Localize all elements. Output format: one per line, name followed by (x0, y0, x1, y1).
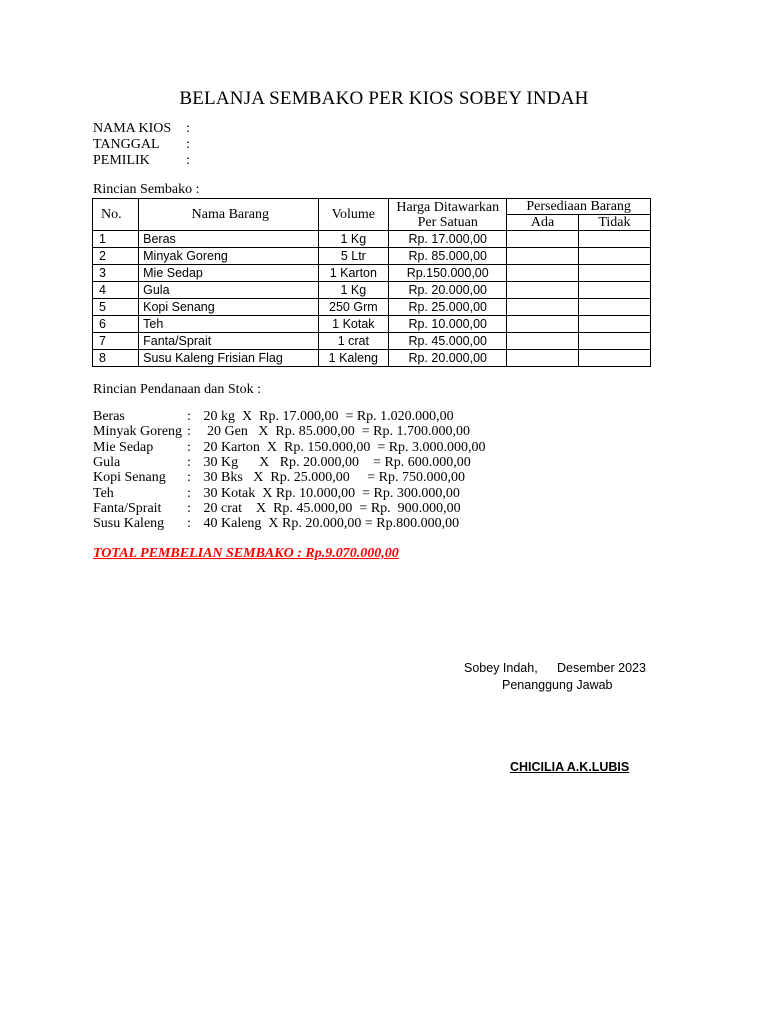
cell-no: 7 (93, 333, 139, 350)
header-nama-barang: Nama Barang (139, 199, 318, 231)
cell-nama: Minyak Goreng (139, 248, 318, 265)
cell-ada (507, 231, 579, 248)
stok-detail: 40 Kaleng X Rp. 20.000,00 = Rp.800.000,00 (200, 516, 460, 532)
stok-sep: : (187, 454, 191, 470)
cell-nama: Gula (139, 282, 318, 299)
cell-no: 4 (93, 282, 139, 299)
header-harga-line1: Harga Ditawarkan (396, 199, 500, 215)
cell-harga: Rp.150.000,00 (389, 265, 507, 282)
header-no: No. (93, 199, 139, 231)
signature-role: Penanggung Jawab (502, 678, 613, 692)
info-sep: : (186, 153, 190, 168)
info-pemilik (93, 153, 190, 169)
stok-row (93, 501, 461, 516)
stok-nama: Gula (93, 454, 121, 470)
cell-volume: 1 crat (318, 333, 389, 350)
header-persediaan: Persediaan Barang (507, 199, 651, 215)
cell-volume: 250 Grm (318, 299, 389, 316)
stok-nama: Susu Kaleng (93, 516, 165, 532)
info-sep: : (186, 137, 190, 152)
document-title: BELANJA SEMBAKO PER KIOS SOBEY INDAH (179, 88, 589, 109)
cell-volume: 1 Karton (318, 265, 389, 282)
stok-detail: 30 Kotak X Rp. 10.000,00 = Rp. 300.000,00 (200, 485, 460, 501)
stok-sep: : (187, 516, 191, 532)
stok-sep: : (187, 424, 191, 440)
cell-harga: Rp. 20.000,00 (389, 350, 507, 367)
cell-no: 2 (93, 248, 139, 265)
cell-harga: Rp. 85.000,00 (389, 248, 507, 265)
stok-nama: Beras (93, 409, 125, 424)
cell-tidak (578, 299, 650, 316)
cell-no: 3 (93, 265, 139, 282)
stok-nama: Minyak Goreng (93, 424, 183, 440)
rincian-sembako-label: Rincian Sembako : (93, 182, 200, 197)
rincian-table (92, 198, 651, 367)
cell-harga: Rp. 45.000,00 (389, 333, 507, 350)
cell-harga: Rp. 20.000,00 (389, 282, 507, 299)
info-label: PEMILIK (93, 153, 150, 168)
header-ada: Ada (507, 215, 579, 231)
cell-no: 6 (93, 316, 139, 333)
stok-detail: 30 Bks X Rp. 25.000,00 = Rp. 750.000,00 (200, 470, 465, 486)
stok-sep: : (187, 485, 191, 501)
cell-tidak (578, 248, 650, 265)
header-harga (389, 199, 507, 231)
stok-row (93, 470, 465, 485)
cell-harga: Rp. 10.000,00 (389, 316, 507, 333)
cell-harga: Rp. 25.000,00 (389, 299, 507, 316)
stok-row (93, 516, 459, 531)
cell-volume: 1 Kaleng (318, 350, 389, 367)
stok-sep: : (187, 500, 191, 516)
cell-nama: Mie Sedap (139, 265, 318, 282)
cell-no: 8 (93, 350, 139, 367)
table-row (93, 333, 651, 350)
stok-row (93, 486, 460, 501)
cell-volume: 1 Kg (318, 282, 389, 299)
cell-volume: 5 Ltr (318, 248, 389, 265)
stok-detail: 20 Gen X Rp. 85.000,00 = Rp. 1.700.000,00 (200, 424, 471, 440)
cell-tidak (578, 350, 650, 367)
stok-detail: 20 kg X Rp. 17.000,00 = Rp. 1.020.000,00 (200, 409, 454, 424)
cell-nama: Beras (139, 231, 318, 248)
cell-nama: Teh (139, 316, 318, 333)
stok-sep: : (187, 439, 191, 455)
table-row (93, 248, 651, 265)
cell-tidak (578, 333, 650, 350)
signature-date: Desember 2023 (557, 661, 646, 675)
info-nama-kios (93, 121, 190, 137)
cell-ada (507, 350, 579, 367)
stok-nama: Mie Sedap (93, 439, 154, 455)
cell-nama: Susu Kaleng Frisian Flag (139, 350, 318, 367)
stok-detail: 30 Kg X Rp. 20.000,00 = Rp. 600.000,00 (200, 454, 471, 470)
stok-row (93, 455, 471, 470)
info-label: NAMA KIOS (93, 121, 172, 136)
cell-tidak (578, 316, 650, 333)
cell-tidak (578, 282, 650, 299)
cell-harga: Rp. 17.000,00 (389, 231, 507, 248)
stok-nama: Teh (93, 485, 114, 501)
header-tidak: Tidak (578, 215, 650, 231)
table-row (93, 231, 651, 248)
info-label: TANGGAL (93, 137, 160, 152)
stok-sep: : (187, 470, 191, 486)
total-pembelian: TOTAL PEMBELIAN SEMBAKO : Rp.9.070.000,00 (93, 546, 399, 561)
stok-row (93, 440, 486, 455)
cell-nama: Kopi Senang (139, 299, 318, 316)
table-row (93, 350, 651, 367)
cell-ada (507, 265, 579, 282)
cell-nama: Fanta/Sprait (139, 333, 318, 350)
header-harga-line2: Per Satuan (417, 214, 478, 230)
cell-no: 1 (93, 231, 139, 248)
stok-detail: 20 crat X Rp. 45.000,00 = Rp. 900.000,00 (200, 500, 461, 516)
cell-ada (507, 248, 579, 265)
header-volume: Volume (318, 199, 389, 231)
stok-row (93, 424, 470, 439)
cell-ada (507, 333, 579, 350)
cell-volume: 1 Kotak (318, 316, 389, 333)
cell-tidak (578, 231, 650, 248)
info-tanggal (93, 137, 190, 153)
stok-detail: 20 Karton X Rp. 150.000,00 = Rp. 3.000.000,00 (200, 439, 486, 455)
cell-tidak (578, 265, 650, 282)
cell-ada (507, 282, 579, 299)
signature-name: CHICILIA A.K.LUBIS (510, 760, 630, 774)
stok-sep: : (187, 409, 191, 424)
cell-ada (507, 299, 579, 316)
stok-nama: Fanta/Sprait (93, 500, 162, 516)
table-row (93, 282, 651, 299)
stok-nama: Kopi Senang (93, 470, 166, 486)
info-sep: : (186, 121, 190, 136)
signature-place: Sobey Indah, (464, 661, 538, 675)
rincian-pendanaan-label: Rincian Pendanaan dan Stok : (93, 382, 261, 397)
table-row (93, 316, 651, 333)
table-row (93, 265, 651, 282)
cell-ada (507, 316, 579, 333)
stok-row (93, 409, 454, 424)
cell-no: 5 (93, 299, 139, 316)
table-row (93, 299, 651, 316)
cell-volume: 1 Kg (318, 231, 389, 248)
